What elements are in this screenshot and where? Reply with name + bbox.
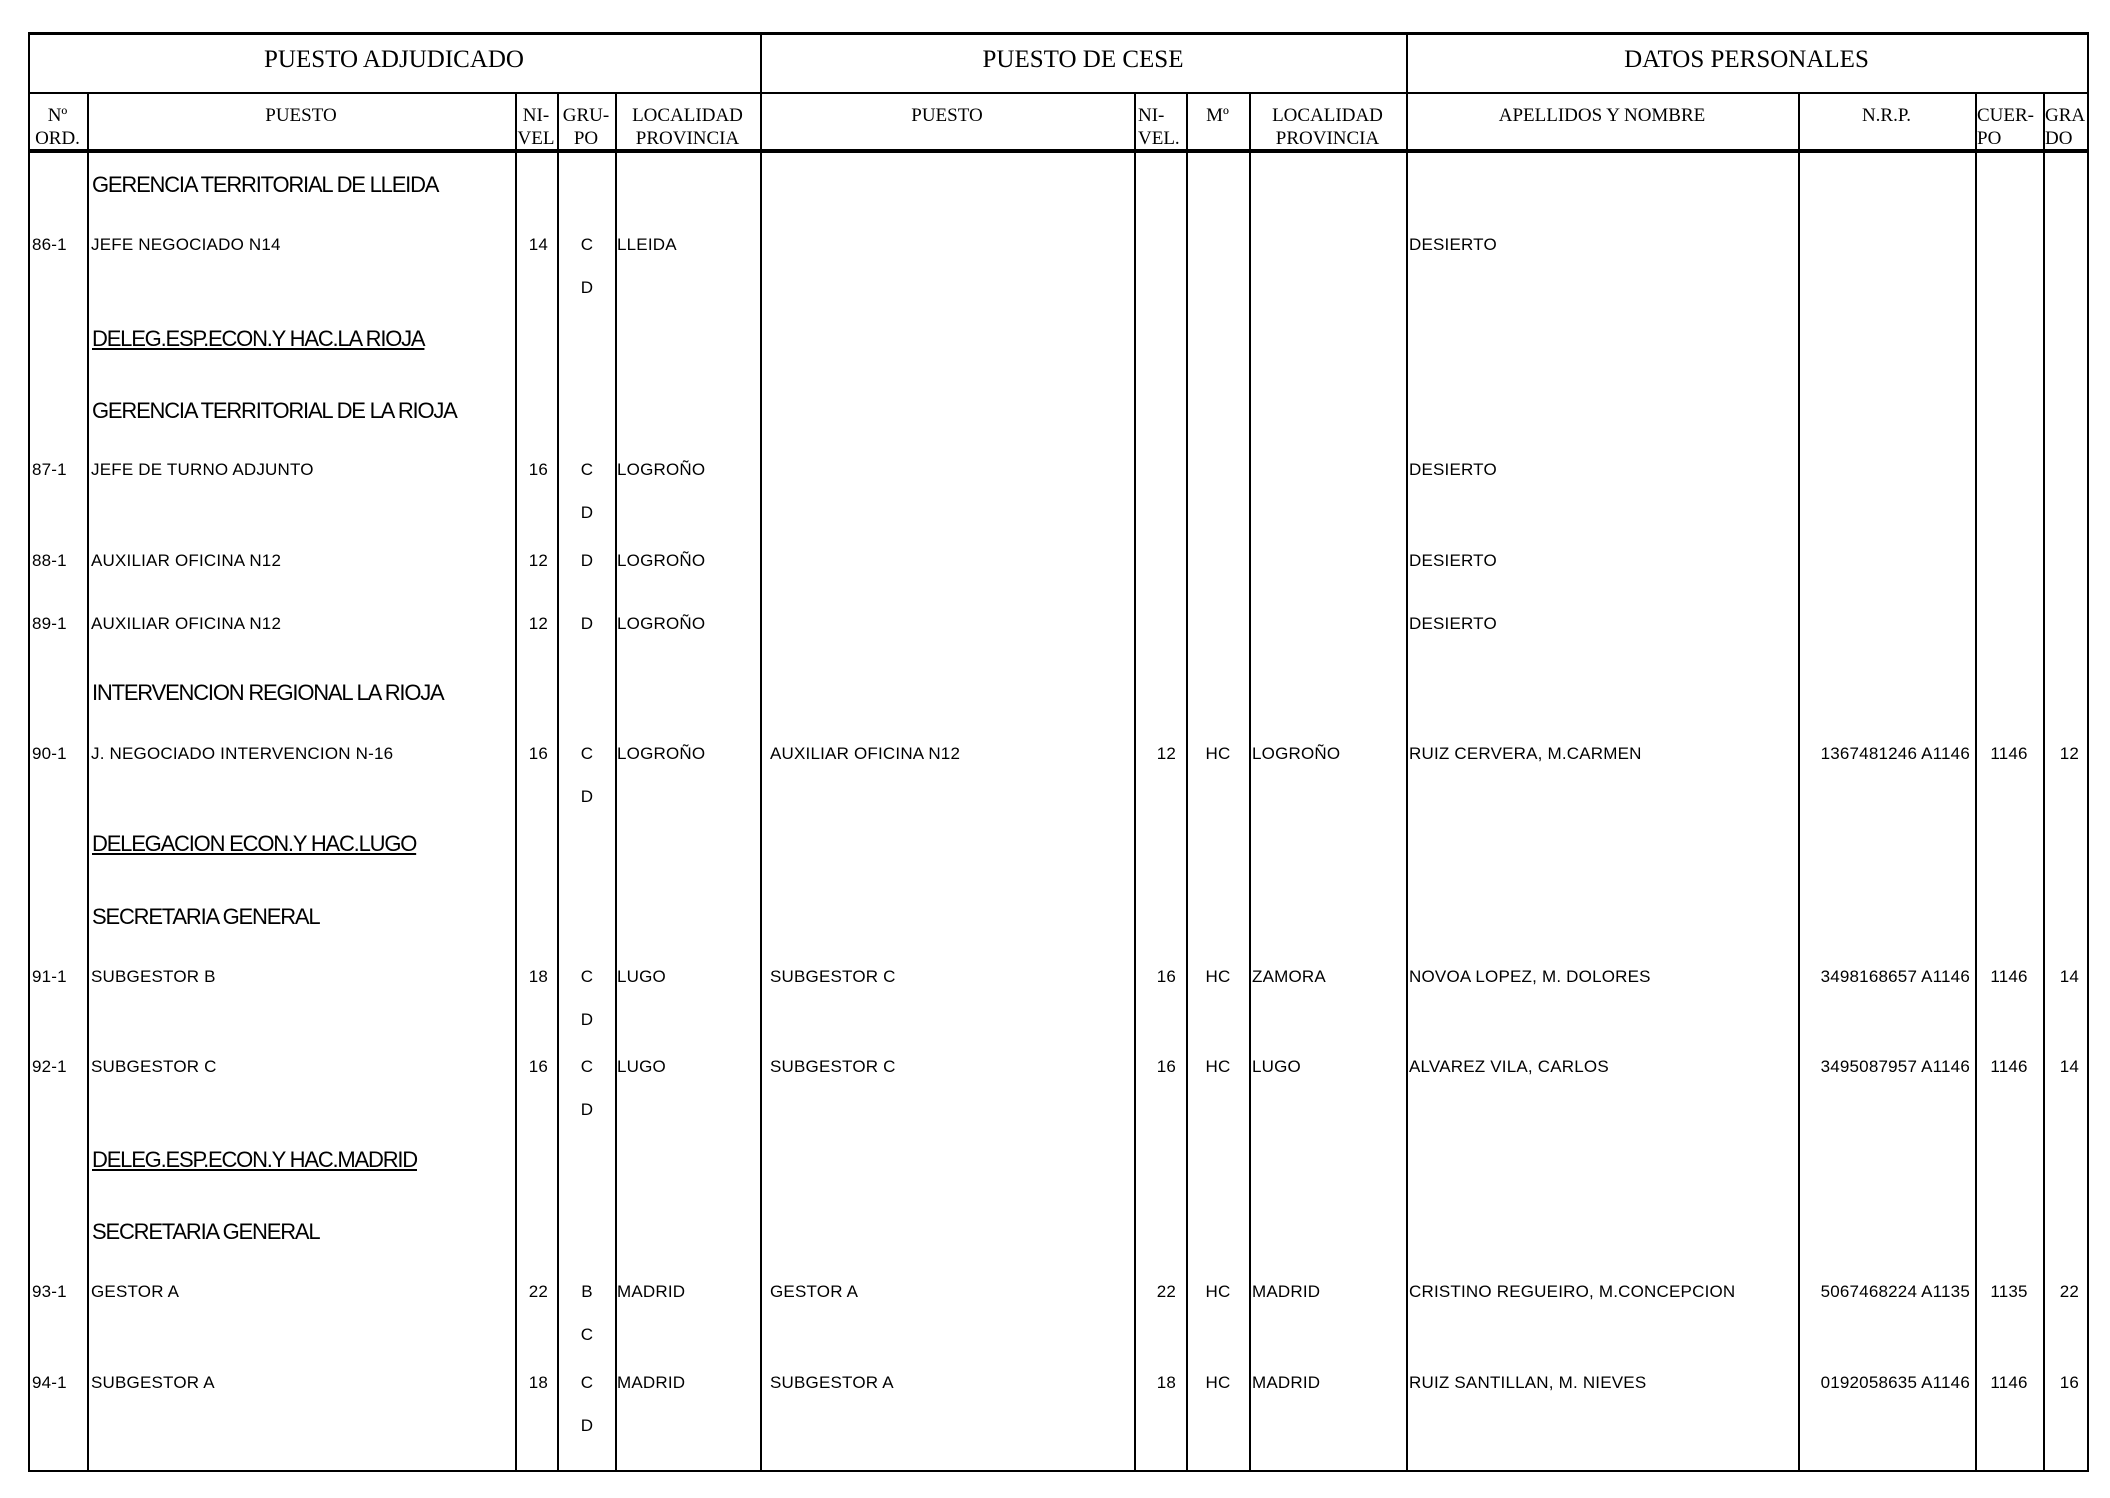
header-bottom-border	[28, 149, 2089, 153]
column-divider	[760, 32, 762, 1470]
cell-grado: 14	[2059, 967, 2079, 986]
cell-nord: 88-1	[32, 551, 67, 570]
cell-cese-nivel: 16	[1156, 967, 1176, 986]
cell-grupo: D	[580, 1100, 594, 1119]
cell-cese-nivel: 16	[1156, 1057, 1176, 1076]
col-header-nivel-line1: NI-	[522, 105, 550, 126]
section-heading-delegation: DELEG.ESP.ECON.Y HAC.MADRID	[92, 1147, 417, 1172]
cell-grupo: D	[580, 1416, 594, 1435]
col-header-nord-line1: Nº	[47, 105, 68, 126]
cell-grupo: C	[580, 967, 594, 986]
cell-apellidos: DESIERTO	[1409, 460, 1497, 479]
col-header-cese-localidad-line2: PROVINCIA	[1275, 128, 1380, 149]
column-divider	[1249, 92, 1251, 1470]
cell-grupo: C	[580, 460, 594, 479]
cell-cuerpo: 1135	[1990, 1282, 2028, 1301]
cell-puesto: SUBGESTOR B	[91, 967, 216, 986]
cell-grupo: D	[580, 1010, 594, 1029]
cell-cese-m: HC	[1205, 967, 1231, 986]
col-header-cuerpo-line2: PO	[1977, 128, 2002, 149]
cell-localidad: LLEIDA	[617, 235, 677, 254]
cell-cese-nivel: 22	[1156, 1282, 1176, 1301]
cell-cese-m: HC	[1205, 1057, 1231, 1076]
cell-nrp: 5067468224 A1135	[1820, 1282, 1970, 1301]
cell-cese-localidad: LUGO	[1252, 1057, 1301, 1076]
cell-grupo: C	[580, 744, 594, 763]
cell-cese-puesto: GESTOR A	[770, 1282, 859, 1301]
cell-puesto: J. NEGOCIADO INTERVENCION N-16	[91, 744, 394, 763]
cell-puesto: AUXILIAR OFICINA N12	[91, 551, 282, 570]
cell-cese-puesto: SUBGESTOR A	[770, 1373, 894, 1392]
section-heading: GERENCIA TERRITORIAL DE LLEIDA	[92, 172, 439, 197]
cell-cese-puesto: SUBGESTOR C	[770, 967, 896, 986]
cell-localidad: LOGROÑO	[617, 614, 706, 633]
col-header-localidad-line2: PROVINCIA	[635, 128, 740, 149]
cell-puesto: JEFE DE TURNO ADJUNTO	[91, 460, 314, 479]
cell-nivel: 18	[528, 1373, 548, 1392]
cell-apellidos: NOVOA LOPEZ, M. DOLORES	[1409, 967, 1651, 986]
column-divider	[557, 92, 559, 1470]
cell-grado: 12	[2059, 744, 2079, 763]
cell-grupo: D	[580, 614, 594, 633]
cell-nord: 93-1	[32, 1282, 67, 1301]
group-header-puesto-cese: PUESTO DE CESE	[982, 46, 1184, 73]
cell-apellidos: RUIZ SANTILLAN, M. NIEVES	[1409, 1373, 1647, 1392]
column-divider	[1798, 92, 1800, 1470]
col-header-grado-line2: DO	[2045, 128, 2073, 149]
cell-cese-m: HC	[1205, 1282, 1231, 1301]
cell-nord: 90-1	[32, 744, 67, 763]
cell-grado: 22	[2059, 1282, 2079, 1301]
column-divider	[87, 92, 89, 1470]
column-divider	[1134, 92, 1136, 1470]
cell-apellidos: ALVAREZ VILA, CARLOS	[1409, 1057, 1609, 1076]
column-divider	[515, 92, 517, 1470]
section-heading: INTERVENCION REGIONAL LA RIOJA	[92, 680, 444, 705]
cell-nivel: 18	[528, 967, 548, 986]
cell-nivel: 22	[528, 1282, 548, 1301]
cell-cese-localidad: MADRID	[1252, 1282, 1321, 1301]
col-header-nivel	[515, 104, 557, 150]
cell-localidad: LUGO	[617, 1057, 666, 1076]
cell-apellidos: DESIERTO	[1409, 235, 1497, 254]
cell-nrp: 1367481246 A1146	[1820, 744, 1970, 763]
col-header-cuerpo	[1977, 104, 2043, 150]
cell-grupo: B	[581, 1282, 593, 1301]
cell-nord: 91-1	[32, 967, 67, 986]
cell-cuerpo: 1146	[1990, 1057, 2028, 1076]
section-heading-delegation: DELEG.ESP.ECON.Y HAC.LA RIOJA	[92, 326, 425, 351]
cell-grupo: D	[580, 503, 594, 522]
cell-nivel: 12	[528, 551, 548, 570]
col-header-nrp: N.R.P.	[1861, 105, 1912, 126]
cell-apellidos: DESIERTO	[1409, 551, 1497, 570]
cell-grupo: C	[580, 235, 594, 254]
section-heading: SECRETARIA GENERAL	[92, 904, 320, 929]
cell-nivel: 14	[528, 235, 548, 254]
cell-nrp: 0192058635 A1146	[1820, 1373, 1970, 1392]
cell-nord: 94-1	[32, 1373, 67, 1392]
cell-cuerpo: 1146	[1990, 744, 2028, 763]
col-header-cese-nivel-line1: NI-	[1138, 105, 1165, 126]
col-header-puesto: PUESTO	[265, 105, 337, 126]
col-header-cese-localidad	[1249, 104, 1406, 150]
col-header-cese-nivel-line2: VEL.	[1138, 128, 1180, 149]
cell-nrp: 3498168657 A1146	[1820, 967, 1970, 986]
col-header-grado-line1: GRA	[2045, 105, 2086, 126]
section-heading: SECRETARIA GENERAL	[92, 1219, 320, 1244]
cell-cese-localidad: ZAMORA	[1252, 967, 1326, 986]
column-divider	[1975, 92, 1977, 1470]
cell-localidad: LOGROÑO	[617, 460, 706, 479]
cell-nivel: 16	[528, 460, 548, 479]
group-header-puesto-adjudicado: PUESTO ADJUDICADO	[264, 46, 524, 73]
cell-cese-nivel: 12	[1156, 744, 1176, 763]
cell-grado: 14	[2059, 1057, 2079, 1076]
col-header-grupo-line1: GRU-	[562, 105, 610, 126]
cell-localidad: MADRID	[617, 1282, 686, 1301]
cell-puesto: GESTOR A	[91, 1282, 180, 1301]
cell-grupo: C	[580, 1057, 594, 1076]
cell-apellidos: DESIERTO	[1409, 614, 1497, 633]
table-bottom-border	[28, 1470, 2089, 1472]
section-heading-delegation: DELEGACION ECON.Y HAC.LUGO	[92, 831, 417, 856]
cell-cese-nivel: 18	[1156, 1373, 1176, 1392]
column-divider	[1406, 32, 1408, 1470]
cell-localidad: LOGROÑO	[617, 551, 706, 570]
cell-nord: 87-1	[32, 460, 67, 479]
cell-nrp: 3495087957 A1146	[1820, 1057, 1970, 1076]
cell-cese-localidad: MADRID	[1252, 1373, 1321, 1392]
col-header-cuerpo-line1: CUER-	[1977, 105, 2034, 126]
col-header-grupo	[557, 104, 615, 150]
column-divider	[28, 32, 30, 1470]
column-divider	[1186, 92, 1188, 1470]
cell-nord: 92-1	[32, 1057, 67, 1076]
cell-cese-puesto: SUBGESTOR C	[770, 1057, 896, 1076]
col-header-grado	[2045, 104, 2087, 150]
cell-cuerpo: 1146	[1990, 967, 2028, 986]
table-top-border	[28, 32, 2089, 35]
cell-nivel: 16	[528, 744, 548, 763]
col-header-cese-puesto: PUESTO	[911, 105, 983, 126]
cell-localidad: MADRID	[617, 1373, 686, 1392]
col-header-nord-line2: ORD.	[35, 128, 80, 149]
cell-cese-m: HC	[1205, 1373, 1231, 1392]
cell-nivel: 16	[528, 1057, 548, 1076]
column-divider	[2087, 32, 2089, 1470]
cell-grupo: D	[580, 787, 594, 806]
col-header-nivel-line2: VEL	[517, 128, 555, 149]
cell-cese-localidad: LOGROÑO	[1252, 744, 1341, 763]
section-heading: GERENCIA TERRITORIAL DE LA RIOJA	[92, 398, 457, 423]
cell-grupo: D	[580, 278, 594, 297]
col-header-grupo-line2: PO	[573, 128, 599, 149]
cell-cese-m: HC	[1205, 744, 1231, 763]
cell-apellidos: RUIZ CERVERA, M.CARMEN	[1409, 744, 1642, 763]
column-divider	[2043, 92, 2045, 1470]
cell-grupo: D	[580, 551, 594, 570]
col-header-apellidos: APELLIDOS Y NOMBRE	[1498, 105, 1706, 126]
cell-localidad: LUGO	[617, 967, 666, 986]
cell-nord: 89-1	[32, 614, 67, 633]
cell-grupo: C	[580, 1325, 594, 1344]
cell-cuerpo: 1146	[1990, 1373, 2028, 1392]
col-header-localidad-line1: LOCALIDAD	[632, 105, 743, 126]
cell-nord: 86-1	[32, 235, 67, 254]
header-divider	[28, 92, 2089, 94]
col-header-nord	[28, 104, 87, 150]
col-header-localidad	[615, 104, 760, 150]
cell-puesto: JEFE NEGOCIADO N14	[91, 235, 281, 254]
col-header-cese-m: Mº	[1206, 105, 1229, 126]
cell-puesto: AUXILIAR OFICINA N12	[91, 614, 282, 633]
col-header-cese-localidad-line1: LOCALIDAD	[1272, 105, 1383, 126]
group-header-datos-personales: DATOS PERSONALES	[1624, 46, 1869, 73]
cell-nivel: 12	[528, 614, 548, 633]
cell-puesto: SUBGESTOR A	[91, 1373, 215, 1392]
cell-localidad: LOGROÑO	[617, 744, 706, 763]
col-header-cese-nivel	[1134, 104, 1190, 150]
cell-grupo: C	[580, 1373, 594, 1392]
column-divider	[615, 92, 617, 1470]
cell-cese-puesto: AUXILIAR OFICINA N12	[770, 744, 961, 763]
cell-puesto: SUBGESTOR C	[91, 1057, 217, 1076]
cell-grado: 16	[2059, 1373, 2079, 1392]
cell-apellidos: CRISTINO REGUEIRO, M.CONCEPCION	[1409, 1282, 1736, 1301]
